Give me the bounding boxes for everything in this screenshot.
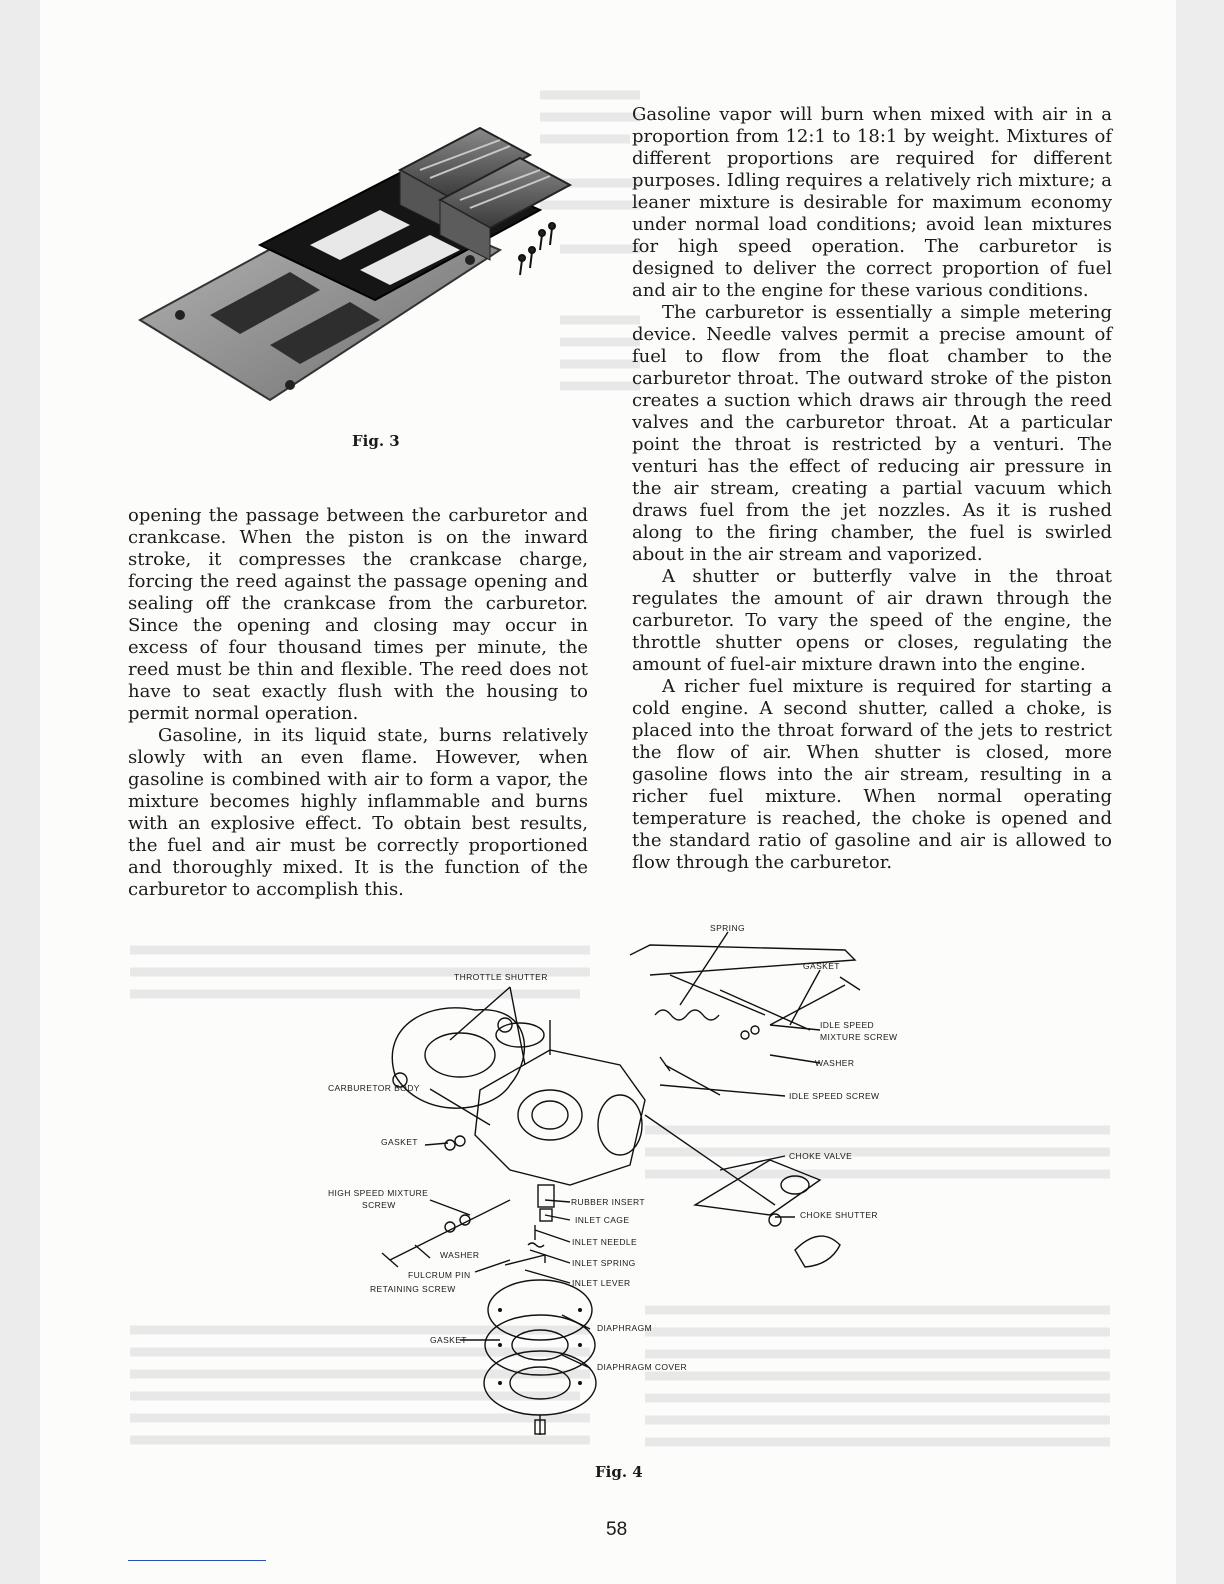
label-idle-speed-mixture-screw-2: MIXTURE SCREW (820, 1032, 898, 1042)
fig3-caption: Fig. 3 (352, 432, 400, 450)
fig3-reed-valve-illustration (120, 100, 600, 420)
choke-shutter-part (795, 1236, 840, 1267)
label-gasket-top: GASKET (803, 961, 840, 971)
right-paragraph-4: A richer fuel mixture is required for starting a cold engine. A second shutter, called a choke, is placed into the throat forward of the jets to restrict the flow of air. When shutter is closed, more gasoline flows into the air stream, resulting in a richer fuel mixture. When normal operating temperature is reached, the choke is opened and the standard ratio of gasoline and air is allowed to flow through the carburetor. (632, 676, 1112, 873)
label-idle-speed-screw: IDLE SPEED SCREW (789, 1091, 880, 1101)
diaphragm-gasket-part (488, 1280, 592, 1340)
label-inlet-spring: INLET SPRING (572, 1258, 636, 1268)
rubber-insert-part (538, 1185, 554, 1207)
label-choke-valve: CHOKE VALVE (789, 1151, 853, 1161)
label-washer-left: WASHER (440, 1250, 480, 1260)
label-high-speed-mixture-screw-2: SCREW (362, 1200, 396, 1210)
inlet-lever-part (505, 1255, 545, 1265)
label-diaphragm-cover: DIAPHRAGM COVER (597, 1362, 688, 1372)
label-spring: SPRING (710, 923, 745, 933)
label-high-speed-mixture-screw-1: HIGH SPEED MIXTURE (328, 1188, 429, 1198)
label-throttle-shutter: THROTTLE SHUTTER (454, 972, 548, 982)
left-paragraph-1: opening the passage between the carburetor and crankcase. When the piston is on the inward stroke, it compresses the crankcase charge, forcing the reed against the passage opening and sealing off the crankcase from the carburetor. Since the opening and closing may occur in excess of four thousand times per minute, the reed must be thin and flexible. The reed does not have to seat exactly flush with the housing to permit normal operation. (128, 505, 588, 724)
label-inlet-needle: INLET NEEDLE (572, 1237, 638, 1247)
spring-part (655, 1010, 719, 1020)
label-gasket-left: GASKET (381, 1137, 418, 1147)
fig4-carburetor-diagram (300, 915, 940, 1455)
label-washer-right: WASHER (815, 1058, 855, 1068)
right-paragraph-2: The carburetor is essentially a simple metering device. Needle valves permit a precise amount of fuel to flow from the float chamber to the carburetor throat. The outward stroke of the piston creates a suction which draws air through the reed valves and the carburetor throat. At a particular point the throat is restricted by a venturi. The venturi has the effect of reducing air pressure in the air stream, creating a partial vacuum which draws fuel from the jet nozzles. As it is rushed along to the firing chamber, the fuel is swirled about in the air stream and vaporized. (632, 302, 1112, 565)
fig4-caption: Fig. 4 (595, 1463, 643, 1481)
right-paragraph-1: Gasoline vapor will burn when mixed with air in a proportion from 12:1 to 18:1 by weight. Mixtures of different proportions are required for different purposes. Idling requires a relatively rich mixture; a leaner mixture is desirable for maximum economy under normal load conditions; avoid lean mixtures for high speed operation. The carburetor is designed to deliver the correct proportion of fuel and air to the engine for these various conditions. (632, 104, 1112, 301)
left-column (128, 505, 588, 901)
right-column (632, 104, 1112, 874)
left-paragraph-2: Gasoline, in its liquid state, burns relatively slowly with an even flame. However, when gasoline is combined with air to form a vapor, the mixture becomes highly inflammable and burns with an explosive effect. To obtain best results, the fuel and air must be correctly proportioned and thoroughly mixed. It is the function of the carburetor to accomplish this. (128, 725, 588, 900)
label-inlet-lever: INLET LEVER (572, 1278, 631, 1288)
idle-speed-mixture-screw-part (770, 977, 860, 1025)
inlet-spring-part (528, 1243, 544, 1247)
label-carburetor-body: CARBURETOR BODY (328, 1083, 420, 1093)
label-choke-shutter: CHOKE SHUTTER (800, 1210, 878, 1220)
label-diaphragm: DIAPHRAGM (597, 1323, 653, 1333)
idle-speed-screw-part (660, 1057, 720, 1095)
label-inlet-cage: INLET CAGE (575, 1215, 630, 1225)
label-fulcrum-pin: FULCRUM PIN (408, 1270, 471, 1280)
label-rubber-insert: RUBBER INSERT (571, 1197, 646, 1207)
label-idle-speed-mixture-screw-1: IDLE SPEED (820, 1020, 875, 1030)
right-paragraph-3: A shutter or butterfly valve in the throat regulates the amount of air drawn through the carburetor. To vary the speed of the engine, the throttle shutter opens or closes, regulating the amount of fuel-air mixture drawn into the engine. (632, 566, 1112, 675)
page-number: 58 (606, 1519, 628, 1540)
label-retaining-screw: RETAINING SCREW (370, 1284, 456, 1294)
throttle-shutter-part (496, 1023, 544, 1047)
choke-lever-part (695, 1160, 820, 1215)
carburetor-body-part (475, 1050, 645, 1185)
footer-rule (128, 1560, 266, 1561)
label-gasket-bottom: GASKET (430, 1335, 467, 1345)
mounting-flange (392, 1008, 524, 1108)
choke-valve-part (645, 1115, 775, 1205)
